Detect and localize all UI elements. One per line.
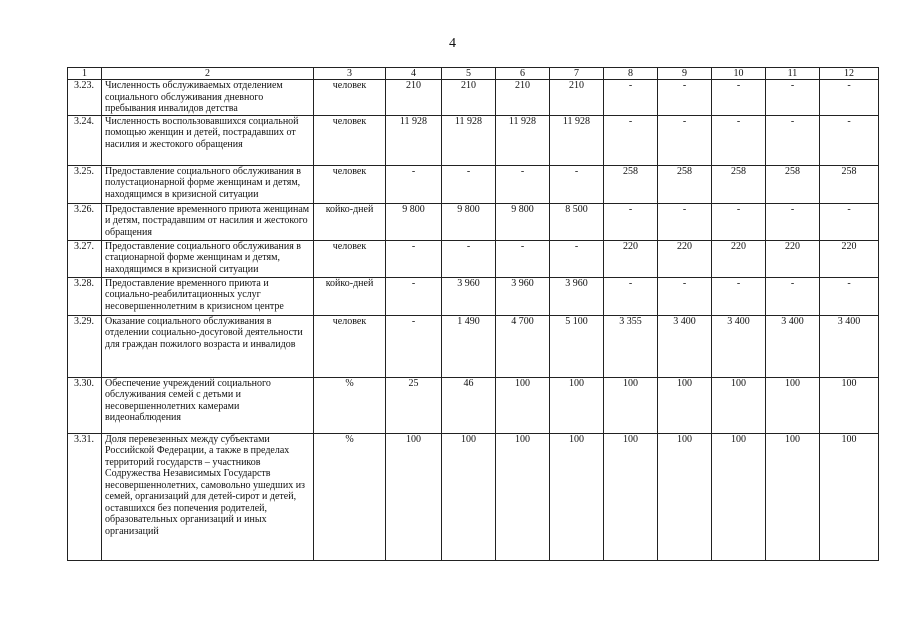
header-cell: 12 bbox=[820, 68, 879, 80]
value-cell: - bbox=[658, 115, 712, 165]
header-cell: 10 bbox=[712, 68, 766, 80]
value-cell: - bbox=[604, 80, 658, 116]
value-cell: - bbox=[766, 277, 820, 315]
value-cell: 220 bbox=[604, 240, 658, 277]
table-row bbox=[68, 240, 879, 277]
value-cell: - bbox=[550, 165, 604, 203]
value-cell: 220 bbox=[658, 240, 712, 277]
unit: человек bbox=[314, 315, 386, 377]
value-cell: - bbox=[712, 80, 766, 116]
indicator-name: Доля перевезенных между субъектами Российской Федерации, а также в пределах территорий государств – участников Содружества Независимых Государств несовершеннолетних, самовольно ушедших из семей, организаций для детей-сирот и детей, оставшихся без попечения родителей, образовательных организаций и иных организаций bbox=[102, 433, 314, 560]
value-cell: 5 100 bbox=[550, 315, 604, 377]
indicators-table bbox=[67, 67, 879, 561]
header-cell: 4 bbox=[386, 68, 442, 80]
value-cell: 9 800 bbox=[496, 203, 550, 240]
value-cell: 210 bbox=[386, 80, 442, 116]
value-cell: - bbox=[386, 315, 442, 377]
value-cell: - bbox=[496, 165, 550, 203]
value-cell: 4 700 bbox=[496, 315, 550, 377]
row-number: 3.25. bbox=[68, 165, 102, 203]
value-cell: 3 355 bbox=[604, 315, 658, 377]
value-cell: - bbox=[766, 80, 820, 116]
value-cell: 100 bbox=[658, 433, 712, 560]
unit: % bbox=[314, 377, 386, 433]
value-cell: 100 bbox=[604, 433, 658, 560]
value-cell: 100 bbox=[658, 377, 712, 433]
value-cell: 258 bbox=[658, 165, 712, 203]
unit: человек bbox=[314, 115, 386, 165]
table-row bbox=[68, 377, 879, 433]
value-cell: 9 800 bbox=[442, 203, 496, 240]
value-cell: - bbox=[712, 115, 766, 165]
unit: человек bbox=[314, 240, 386, 277]
row-number: 3.29. bbox=[68, 315, 102, 377]
value-cell: - bbox=[386, 277, 442, 315]
value-cell: 100 bbox=[766, 433, 820, 560]
value-cell: 100 bbox=[386, 433, 442, 560]
table-row bbox=[68, 115, 879, 165]
header-cell: 11 bbox=[766, 68, 820, 80]
row-number: 3.26. bbox=[68, 203, 102, 240]
indicator-name: Оказание социального обслуживания в отделении социально-досуговой деятельности для граждан пожилого возраста и инвалидов bbox=[102, 315, 314, 377]
value-cell: 11 928 bbox=[442, 115, 496, 165]
value-cell: - bbox=[550, 240, 604, 277]
table-row bbox=[68, 433, 879, 560]
value-cell: 11 928 bbox=[386, 115, 442, 165]
value-cell: 11 928 bbox=[496, 115, 550, 165]
value-cell: 3 400 bbox=[712, 315, 766, 377]
value-cell: - bbox=[442, 165, 496, 203]
value-cell: - bbox=[386, 165, 442, 203]
value-cell: 100 bbox=[550, 433, 604, 560]
unit: человек bbox=[314, 80, 386, 116]
value-cell: 3 400 bbox=[766, 315, 820, 377]
value-cell: 100 bbox=[550, 377, 604, 433]
indicator-name: Предоставление социального обслуживания в полустационарной форме женщинам и детям, находящимся в кризисной ситуации bbox=[102, 165, 314, 203]
value-cell: 220 bbox=[820, 240, 879, 277]
indicator-name: Численность воспользовавшихся социальной помощью женщин и детей, пострадавших от насилия и жестокого обращения bbox=[102, 115, 314, 165]
header-cell: 6 bbox=[496, 68, 550, 80]
value-cell: 100 bbox=[712, 377, 766, 433]
header-cell: 8 bbox=[604, 68, 658, 80]
value-cell: 100 bbox=[604, 377, 658, 433]
unit: койко-дней bbox=[314, 203, 386, 240]
indicator-name: Предоставление временного приюта женщинам и детям, пострадавшим от насилия и жестокого обращения bbox=[102, 203, 314, 240]
value-cell: 220 bbox=[712, 240, 766, 277]
header-cell: 7 bbox=[550, 68, 604, 80]
value-cell: 210 bbox=[442, 80, 496, 116]
value-cell: - bbox=[658, 277, 712, 315]
value-cell: - bbox=[658, 80, 712, 116]
value-cell: - bbox=[442, 240, 496, 277]
value-cell: 3 400 bbox=[658, 315, 712, 377]
value-cell: - bbox=[766, 115, 820, 165]
page-number: 4 bbox=[449, 36, 456, 51]
header-cell: 3 bbox=[314, 68, 386, 80]
value-cell: 100 bbox=[442, 433, 496, 560]
indicator-name: Предоставление социального обслуживания в стационарной форме женщинам и детям, находящимся в кризисной ситуации bbox=[102, 240, 314, 277]
value-cell: 100 bbox=[820, 433, 879, 560]
unit: человек bbox=[314, 165, 386, 203]
value-cell: 1 490 bbox=[442, 315, 496, 377]
value-cell: - bbox=[712, 203, 766, 240]
value-cell: 210 bbox=[496, 80, 550, 116]
value-cell: - bbox=[496, 240, 550, 277]
value-cell: 100 bbox=[496, 433, 550, 560]
value-cell: 258 bbox=[712, 165, 766, 203]
header-row bbox=[68, 68, 879, 80]
value-cell: 25 bbox=[386, 377, 442, 433]
value-cell: 3 960 bbox=[550, 277, 604, 315]
value-cell: - bbox=[820, 115, 879, 165]
value-cell: - bbox=[658, 203, 712, 240]
value-cell: - bbox=[820, 277, 879, 315]
value-cell: 258 bbox=[820, 165, 879, 203]
indicator-name: Численность обслуживаемых отделением социального обслуживания дневного пребывания инвалидов детства bbox=[102, 80, 314, 116]
table-row bbox=[68, 80, 879, 116]
value-cell: - bbox=[604, 115, 658, 165]
value-cell: 11 928 bbox=[550, 115, 604, 165]
value-cell: - bbox=[386, 240, 442, 277]
value-cell: - bbox=[820, 203, 879, 240]
indicator-name: Предоставление временного приюта и социально-реабилитационных услуг несовершеннолетним в кризисном центре bbox=[102, 277, 314, 315]
value-cell: - bbox=[712, 277, 766, 315]
row-number: 3.27. bbox=[68, 240, 102, 277]
value-cell: - bbox=[766, 203, 820, 240]
header-cell: 5 bbox=[442, 68, 496, 80]
value-cell: 258 bbox=[766, 165, 820, 203]
value-cell: 3 400 bbox=[820, 315, 879, 377]
value-cell: 3 960 bbox=[496, 277, 550, 315]
value-cell: 220 bbox=[766, 240, 820, 277]
row-number: 3.24. bbox=[68, 115, 102, 165]
value-cell: 100 bbox=[712, 433, 766, 560]
header-cell: 9 bbox=[658, 68, 712, 80]
value-cell: 100 bbox=[496, 377, 550, 433]
row-number: 3.28. bbox=[68, 277, 102, 315]
value-cell: - bbox=[604, 277, 658, 315]
row-number: 3.30. bbox=[68, 377, 102, 433]
value-cell: 258 bbox=[604, 165, 658, 203]
table-row bbox=[68, 277, 879, 315]
value-cell: - bbox=[604, 203, 658, 240]
value-cell: 100 bbox=[766, 377, 820, 433]
value-cell: 100 bbox=[820, 377, 879, 433]
unit: койко-дней bbox=[314, 277, 386, 315]
row-number: 3.23. bbox=[68, 80, 102, 116]
value-cell: 9 800 bbox=[386, 203, 442, 240]
indicator-name: Обеспечение учреждений социального обслуживания семей с детьми и несовершеннолетних камерами видеонаблюдения bbox=[102, 377, 314, 433]
value-cell: 3 960 bbox=[442, 277, 496, 315]
row-number: 3.31. bbox=[68, 433, 102, 560]
header-cell: 1 bbox=[68, 68, 102, 80]
value-cell: 210 bbox=[550, 80, 604, 116]
value-cell: 8 500 bbox=[550, 203, 604, 240]
value-cell: - bbox=[820, 80, 879, 116]
unit: % bbox=[314, 433, 386, 560]
table-row bbox=[68, 203, 879, 240]
value-cell: 46 bbox=[442, 377, 496, 433]
table-row bbox=[68, 165, 879, 203]
header-cell: 2 bbox=[102, 68, 314, 80]
table-row bbox=[68, 315, 879, 377]
